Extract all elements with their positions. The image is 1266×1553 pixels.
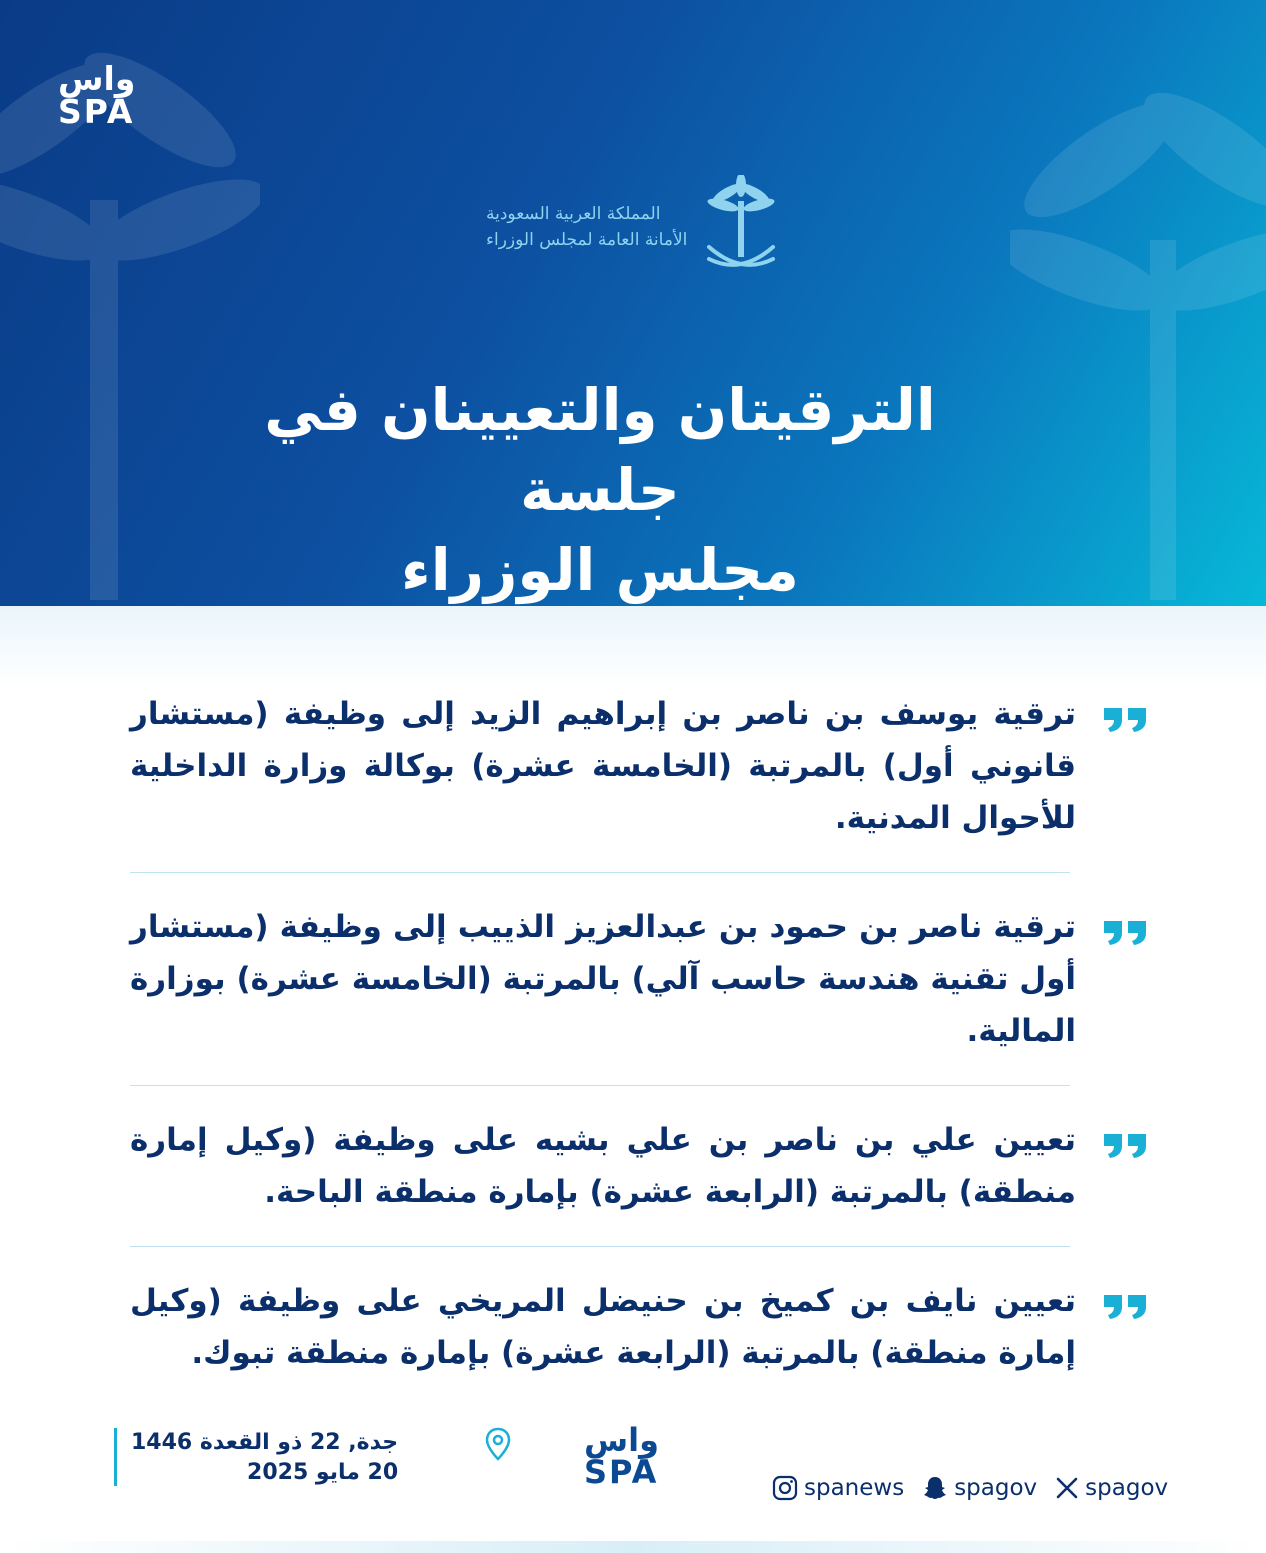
quote-mark-icon [1100,1291,1150,1321]
divider [130,1085,1070,1086]
snapchat-icon [922,1475,948,1501]
emblem-line-kingdom: المملكة العربية السعودية [486,204,661,224]
emblem-line-secretariat: الأمانة العامة لمجلس الوزراء [486,230,688,250]
item-text: تعيين نايف بن كميخ بن حنيضل المريخي على وظيفة (وكيل إمارة منطقة) بالمرتبة (الرابعة عشرة) بإمارة منطقة تبوك. [130,1283,1076,1371]
palm-decoration-right-icon [1010,40,1266,600]
government-emblem [486,172,786,282]
palm-swords-emblem-icon [703,175,779,279]
spa-logo [58,59,152,131]
page-title [200,370,1000,606]
title-line-1: الترقيتان والتعيينان في جلسة [264,376,936,524]
divider [130,1246,1070,1247]
quote-mark-icon [1100,704,1150,734]
footer-logo-arabic: واس [584,1421,660,1459]
social-instagram[interactable] [772,1475,904,1501]
bottom-decoration [0,1541,1266,1553]
social-x[interactable] [1055,1475,1168,1501]
footer-logo-latin: SPA [584,1453,659,1491]
item-text: ترقية ناصر بن حمود بن عبدالعزيز الذييب إلى وظيفة (مستشار أول تقنية هندسة حاسب آلي) بالمرتبة (الخامسة عشرة) بوزارة المالية. [130,909,1076,1049]
date-hijri: جدة, 22 ذو القعدة 1446 [131,1430,399,1455]
body-top-decoration [0,606,1266,686]
title-line-2: مجلس الوزراء [401,536,799,604]
spa-logo-latin: SPA [58,92,135,131]
date-gregorian: 20 مايو 2025 [247,1460,399,1485]
instagram-handle: spanews [804,1475,905,1501]
spa-logo-arabic: واس [58,59,136,98]
quote-mark-icon [1100,1130,1150,1160]
footer-spa-logo [584,1421,680,1491]
location-pin-icon [484,1427,512,1461]
header-banner [0,0,1266,606]
instagram-icon [772,1475,798,1501]
list-item [130,688,1150,844]
list-item [130,1114,1150,1218]
x-icon [1055,1476,1079,1500]
social-links [772,1470,1168,1506]
social-snapchat[interactable] [922,1475,1037,1501]
x-handle: spagov [1085,1475,1169,1501]
quote-mark-icon [1100,917,1150,947]
emblem-text [486,204,687,250]
footer-date [114,1428,398,1486]
list-item [130,1275,1150,1379]
announcement-list [130,688,1150,1379]
divider [130,872,1070,873]
item-text: ترقية يوسف بن ناصر بن إبراهيم الزيد إلى وظيفة (مستشار قانوني أول) بالمرتبة (الخامسة عشرة) بوكالة وزارة الداخلية للأحوال المدنية. [130,696,1076,836]
list-item [130,901,1150,1057]
item-text: تعيين علي بن ناصر بن علي بشيه على وظيفة (وكيل إمارة منطقة) بالمرتبة (الرابعة عشرة) بإمارة منطقة الباحة. [130,1122,1076,1210]
snapchat-handle: spagov [954,1475,1038,1501]
